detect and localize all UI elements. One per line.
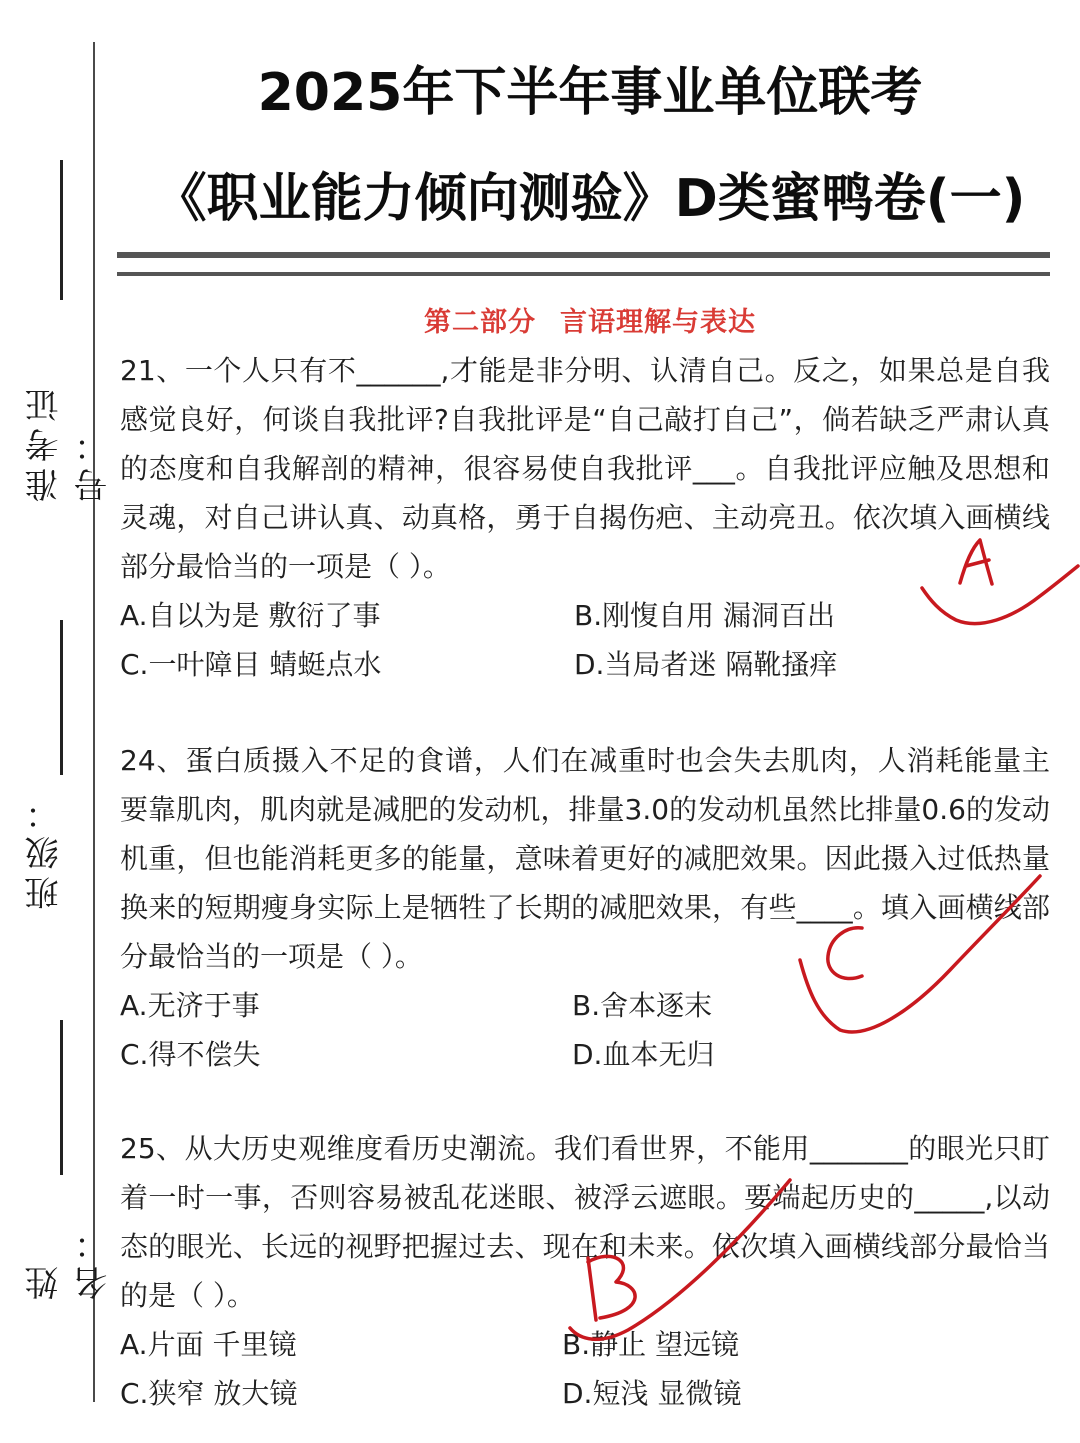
option-a: A.自以为是 敷衍了事: [120, 599, 381, 632]
option-a: A.片面 千里镜: [120, 1328, 297, 1361]
option-b: B.舍本逐末: [572, 989, 713, 1022]
handwritten-answer-c: [828, 928, 862, 979]
section-part: 第二部分: [424, 307, 536, 338]
class-label: 班级：: [25, 790, 65, 910]
page-subtitle: 《职业能力倾向测验》D类蜜鸭卷(一): [154, 169, 1026, 229]
checkmark-21: [922, 566, 1078, 624]
option-b: B.静止 望远镜: [562, 1328, 740, 1361]
option-b: B.刚愎自用 漏洞百出: [574, 599, 836, 632]
option-d: D.当局者迷 隔靴搔痒: [574, 648, 838, 681]
section-name: 言语理解与表达: [560, 307, 756, 338]
option-c: C.得不偿失: [120, 1038, 261, 1071]
handwritten-answer-a: [960, 540, 992, 584]
page-title: 2025年下半年事业单位联考: [257, 63, 923, 123]
question-stem: 24、蛋白质摄入不足的食谱，人们在减重时也会失去肌肉，人消耗能量主要靠肌肉，肌肉就是减肥的发动机，排量3.0的发动机虽然比排量0.6的发动机重，但也能消耗更多的能量，意味着更好的减肥效果。因此摄入过低热量换来的短期瘦身实际上是牺牲了长期的减肥效果，有些____。填入画横线部分最恰当的一项是（ ）。: [120, 744, 1050, 973]
checkmark-24: [800, 876, 1040, 1032]
checkmark-25: [570, 1180, 790, 1339]
option-d: D.短浅 显微镜: [562, 1377, 742, 1410]
question-stem: 21、一个人只有不______,才能是非分明、认清自己。反之，如果总是自我感觉良好，何谈自我批评?自我批评是“自己敲打自己”，倘若缺乏严肃认真的态度和自我解剖的精神，很容易使自我批评___。自我批评应触及思想和灵魂，对自己讲认真、动真格，勇于自揭伤疤、主动亮丑。依次填入画横线部分最恰当的一项是（ ）。: [120, 354, 1050, 583]
exam-id-label: 准考证号：: [25, 382, 114, 502]
handwritten-answer-b: [588, 1256, 635, 1320]
name-label: 姓名：: [25, 1220, 114, 1300]
option-c: C.一叶障目 蜻蜓点水: [120, 648, 382, 681]
option-d: D.血本无归: [572, 1038, 715, 1071]
question-stem: 25、从大历史观维度看历史潮流。我们看世界，不能用_______的眼光只盯着一时一事，否则容易被乱花迷眼、被浮云遮眼。要端起历史的_____,以动态的眼光、长远的视野把握过去、现在和未来。依次填入画横线部分最恰当的是（ ）。: [120, 1132, 1050, 1312]
option-c: C.狭窄 放大镜: [120, 1377, 298, 1410]
option-a: A.无济于事: [120, 989, 260, 1022]
